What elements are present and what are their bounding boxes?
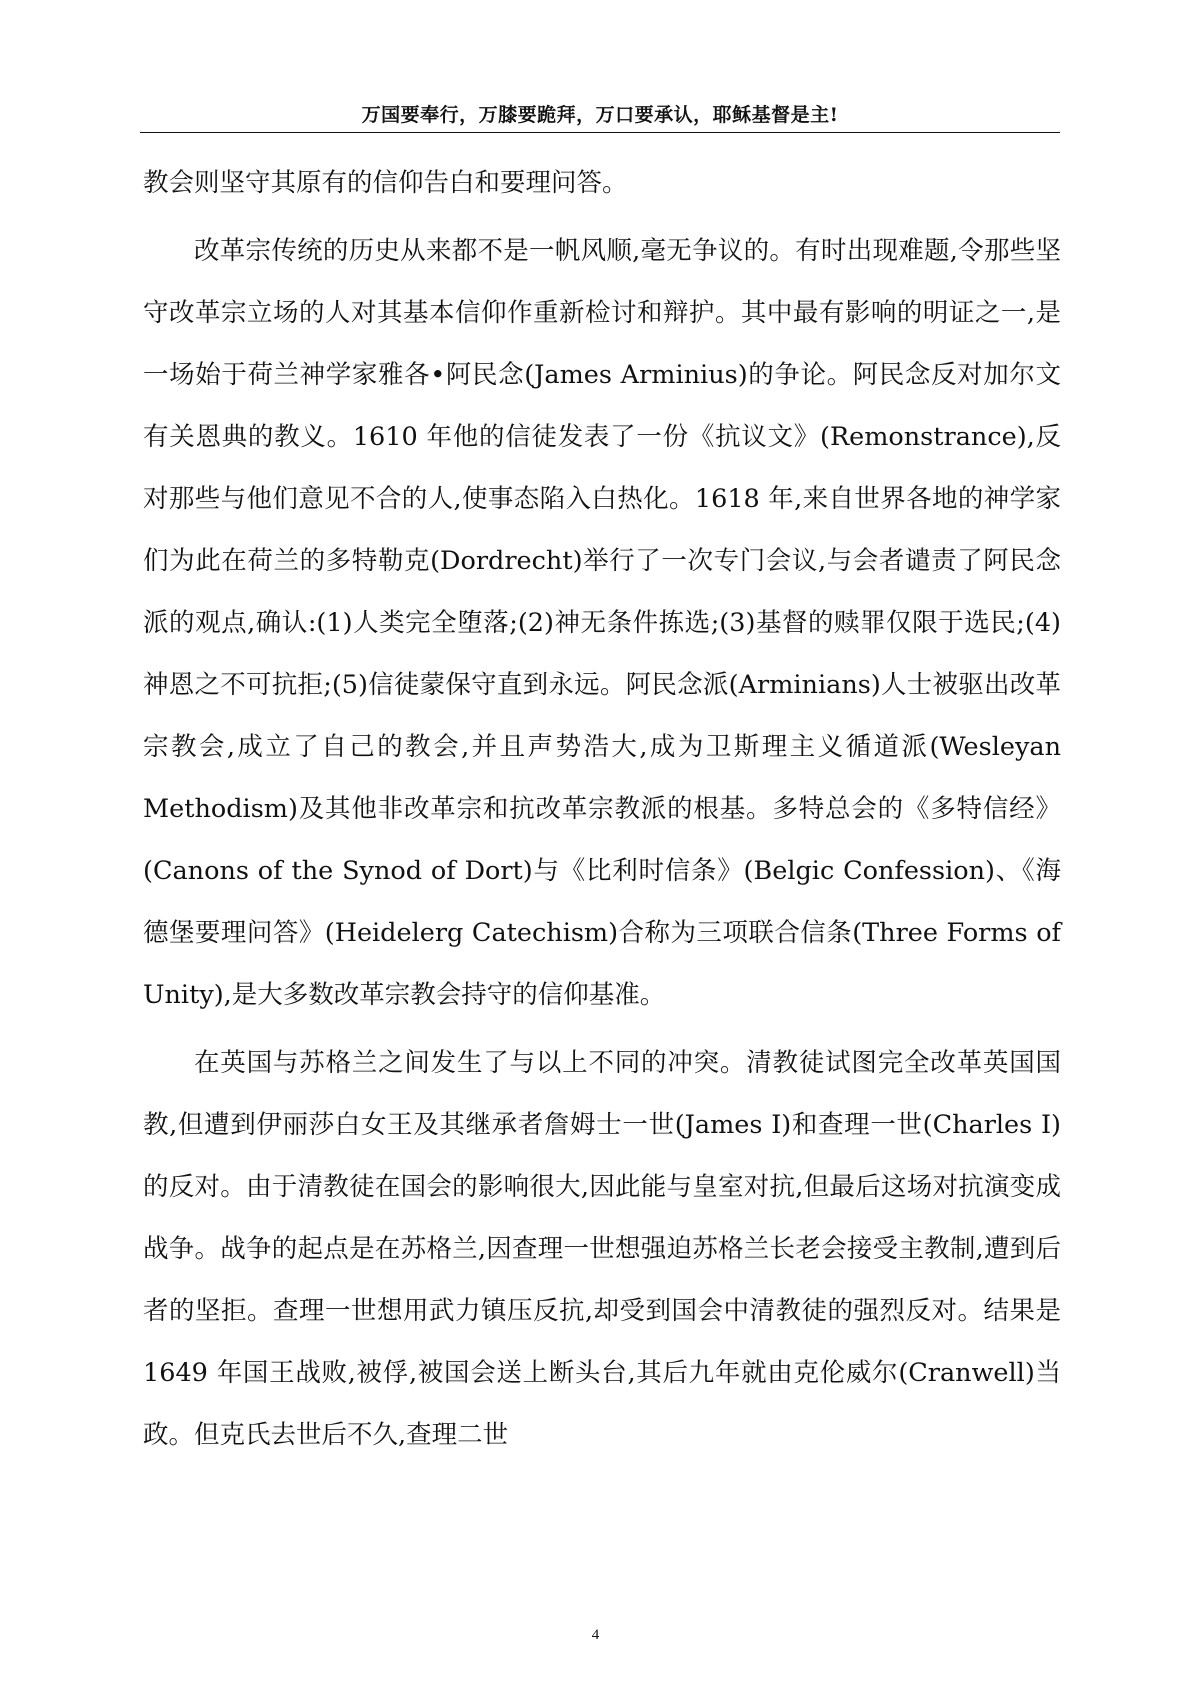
paragraph-arminius-controversy: 改革宗传统的历史从来都不是一帆风顺,毫无争议的。有时出现难题,令那些坚守改革宗立场的人对其基本信仰作重新检讨和辩护。其中最有影响的明证之一,是一场始于荷兰神学家雅各•阿民念(James Arminius)的争论。阿民念反对加尔文有关恩典的教义。1610 年他的信徒发表了一份《抗议文》(Remonstrance),反对那些与他们意见不合的人,使事态陷入白热化。1618 年,来自世界各地的神学家们为此在荷兰的多特勒克(Dordrecht)举行了一次专门会议,与会者谴责了阿民念派的观点,确认:(1)人类完全堕落;(2)神无条件拣选;(3)基督的赎罪仅限于选民;(4)神恩之不可抗拒;(5)信徒蒙保守直到永远。阿民念派(Arminians)人士被驱出改革宗教会,成立了自己的教会,并且声势浩大,成为卫斯理主义循道派(Wesleyan Methodism)及其他非改革宗和抗改革宗教派的根基。多特总会的《多特信经》(Canons of the Synod of Dort)与《比利时信条》(Belgic Confession)、《海德堡要理问答》(Heidelerg Catechism)合称为三项联合信条(Three Forms of Unity),是大多数改革宗教会持守的信仰基准。 [143,236,1061,1010]
paragraph-england-scotland-conflict: 在英国与苏格兰之间发生了与以上不同的冲突。清教徒试图完全改革英国国教,但遭到伊丽莎白女王及其继承者詹姆士一世(James I)和查理一世(Charles I)的反对。由于清教徒在国会的影响很大,因此能与皇室对抗,但最后这场对抗演变成战争。战争的起点是在苏格兰,因查理一世想强迫苏格兰长老会接受主教制,遭到后者的坚拒。查理一世想用武力镇压反抗,却受到国会中清教徒的强烈反对。结果是 1649 年国王战败,被俘,被国会送上断头台,其后九年就由克伦威尔(Cranwell)当政。但克氏去世后不久,查理二世 [143,1048,1061,1450]
header-rule [140,132,1060,133]
body-text [143,152,1061,1472]
running-header: 万国要奉行，万膝要跪拜，万口要承认，耶稣基督是主! [361,104,839,126]
page-number: 4 [591,1627,600,1643]
paragraph-continuation: 教会则坚守其原有的信仰告白和要理问答。 [143,168,628,198]
